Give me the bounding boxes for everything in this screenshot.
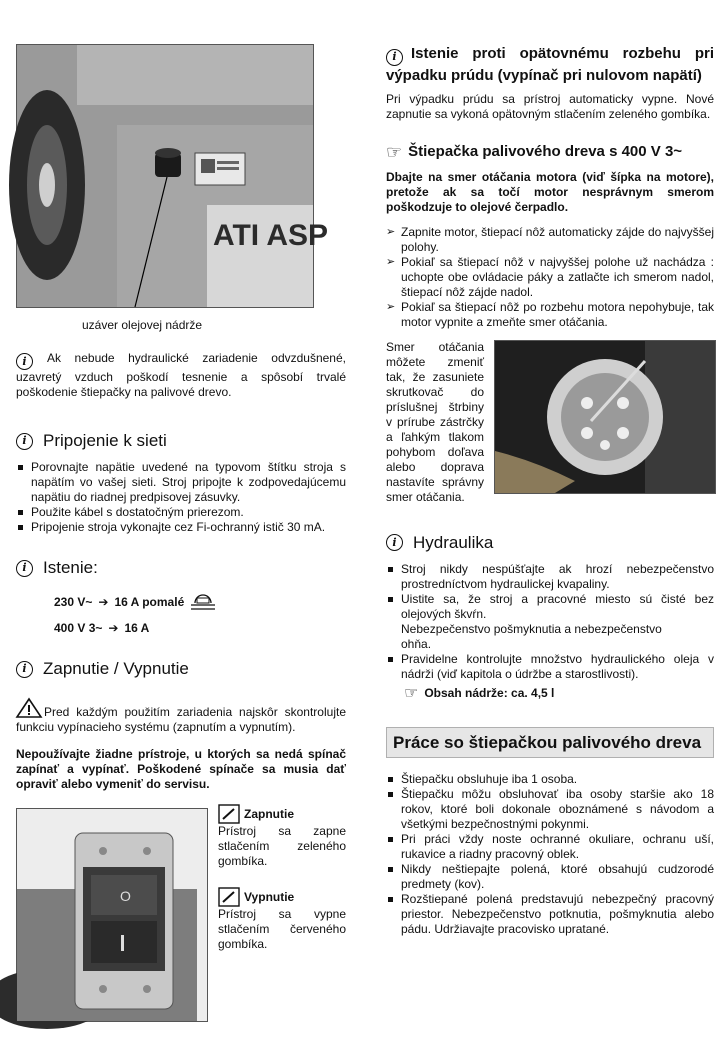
list-item: Nikdy neštiepajte polená, ktoré obsahujú cudzorodé predmety (kov).: [386, 862, 714, 892]
info-icon: i: [16, 661, 33, 678]
on-title-row: Zapnutie: [218, 804, 346, 824]
right-column: [386, 44, 714, 937]
network-list: [16, 460, 346, 535]
list-item: Použite kábel s dostatočným prierezom.: [16, 505, 346, 520]
network-heading: i Pripojenie k sieti: [16, 430, 346, 452]
list-item: Pri práci vždy noste ochranné okuliare, ochranu uší, rukavice a riadny pracovný oblek.: [386, 832, 714, 862]
pointing-hand-icon: ☞: [386, 141, 403, 162]
list-item: Uistite sa, že stroj a pracovné miesto sú čisté bez olejových škvŕn. Nebezpečenstvo pošmyknutia a nebezpečenstvo ohňa.: [386, 592, 714, 652]
list-item: ➢ Pokiaľ sa štiepací nôž v najvyššej polohe už nachádza : uchopte obe ovládacie páky a zatlačte ich smerom nadol, štiepací nôž zájde nadol.: [386, 255, 714, 300]
list-item: Stroj nikdy nespúšťajte ak hrozí nebezpečenstvo prostredníctvom hydraulickej kvapaliny.: [386, 562, 714, 592]
splitter400-heading: ☞ Štiepačka palivového dreva s 400 V 3~: [386, 141, 683, 162]
screwdriver-icon: [218, 887, 240, 907]
hydraulics-heading: i Hydraulika: [386, 532, 714, 554]
hydraulics-list: [386, 562, 714, 682]
pointing-hand-icon: ☞: [404, 684, 419, 702]
switch-illustration: [17, 809, 207, 1021]
info-icon: i: [16, 433, 33, 450]
fuse-line-400: 400 V 3~ ➔ 16 A: [54, 621, 150, 635]
restart-text: Pri výpadku prúdu sa prístroj automaticky vypne. Nové zapnutie sa vykoná opätovným stlačením zeleného gombíka.: [386, 91, 714, 121]
switch-texts: [218, 804, 346, 952]
info-icon: i: [386, 49, 403, 66]
plate-text-1: ATI ASP: [213, 219, 329, 252]
plug-block: [386, 340, 714, 528]
work-heading: Práce so štiepačkou palivového dreva: [386, 727, 714, 758]
list-item: ➢ Pokiaľ sa štiepací nôž po rozbehu motora nepohybuje, tak motor vypnite a zmeňte smer otáčania.: [386, 300, 714, 330]
list-item: ➢ Zapnite motor, štiepací nôž automaticky zájde do najvyššej polohy.: [386, 225, 714, 255]
arrow-right-icon: ➔: [98, 594, 109, 609]
arrow-right-icon: ➔: [108, 621, 119, 635]
splitter400-intro: Dbajte na smer otáčania motora (viď šípka na motore), pretože ak sa točí motor nesprávnym smerom poškodzuje to olejové čerpadlo.: [386, 169, 714, 214]
plug-photo: [494, 340, 716, 494]
restart-heading: i Istenie proti opätovnému rozbehu pri výpadku prúdu (vypínač pri nulovom napätí): [386, 45, 714, 84]
work-list: [386, 772, 714, 937]
slow-fuse-icon: [190, 591, 216, 613]
off-title-row: Vypnutie: [218, 887, 346, 907]
plug-illustration: [495, 341, 715, 493]
switch-check: Pred každým použitím zariadenia najskôr skontrolujte funkciu vypínacieho systému (zapnutím a vypnutím).: [16, 698, 346, 735]
fuse-line-230: 230 V~ ➔ 16 A pomalé: [54, 591, 346, 613]
info-icon: i: [16, 353, 33, 370]
air-warning: i Ak nebude hydraulické zariadenie odvzdušnené, uzavretý vzduch poškodí tesnenie a spôsobí trvalé poškodenie štiepačky na palivové drevo.: [16, 351, 346, 399]
plug-text: Smer otáčania môžete zmeniť tak, že zasuniete skrutkovač do príslušnej štrbiny v prírube zástrčky a ľahkým tlakom pohybom doľava alebo doprava nastavíte správny smer otáčania.: [386, 339, 484, 504]
svg-text:O: O: [120, 888, 131, 904]
tank-volume: ☞ Obsah nádrže: ca. 4,5 l: [404, 684, 555, 702]
oil-tank-illustration: [17, 45, 329, 307]
oil-tank-caption: uzáver olejovej nádrže: [82, 318, 203, 332]
screwdriver-icon: [218, 804, 240, 824]
info-icon: i: [386, 534, 403, 551]
switch-photo: [16, 808, 208, 1022]
left-column: [16, 44, 346, 1022]
fuse-heading: i Istenie:: [16, 557, 346, 579]
warning-icon: [16, 698, 42, 718]
list-item: Štiepačku môžu obsluhovať iba osoby staršie ako 18 rokov, ktoré boli dokonale oboznámené s návodom a všetkými bezpečnostnými pokynmi.: [386, 787, 714, 832]
list-item: Porovnajte napätie uvedené na typovom štítku stroja s napätím vo vašej sieti. Stroj pripojte k zodpovedajúcemu napätiu do riadnej predpisovej zásuvky.: [16, 460, 346, 505]
list-item: Rozštiepané polená predstavujú nebezpečný pracovný priestor. Nebezpečenstvo potknutia, pošmyknutia alebo pádu. Udržiavajte pracovisko upratané.: [386, 892, 714, 937]
info-icon: i: [16, 560, 33, 577]
on-text: Prístroj sa zapne stlačením zeleného gombíka.: [218, 824, 346, 868]
switch-block: [16, 804, 346, 1022]
switch-bold-warning: Nepoužívajte žiadne prístroje, u ktorých sa nedá spínač zapínať a vypínať. Poškodené spínače sa musia dať opraviť alebo vymeniť do servisu.: [16, 747, 346, 791]
list-item: Pravidelne kontrolujte množstvo hydraulického oleja v nádrži (viď kapitola o údržbe a starostlivosti).: [386, 652, 714, 682]
oil-tank-photo: [16, 44, 329, 308]
splitter400-list: [386, 225, 714, 330]
switch-heading: i Zapnutie / Vypnutie: [16, 658, 346, 680]
list-item: Pripojenie stroja vykonajte cez Fi-ochranný istič 30 mA.: [16, 520, 346, 535]
list-item: Štiepačku obsluhuje iba 1 osoba.: [386, 772, 714, 787]
off-text: Prístroj sa vypne stlačením červeného gombíka.: [218, 907, 346, 951]
